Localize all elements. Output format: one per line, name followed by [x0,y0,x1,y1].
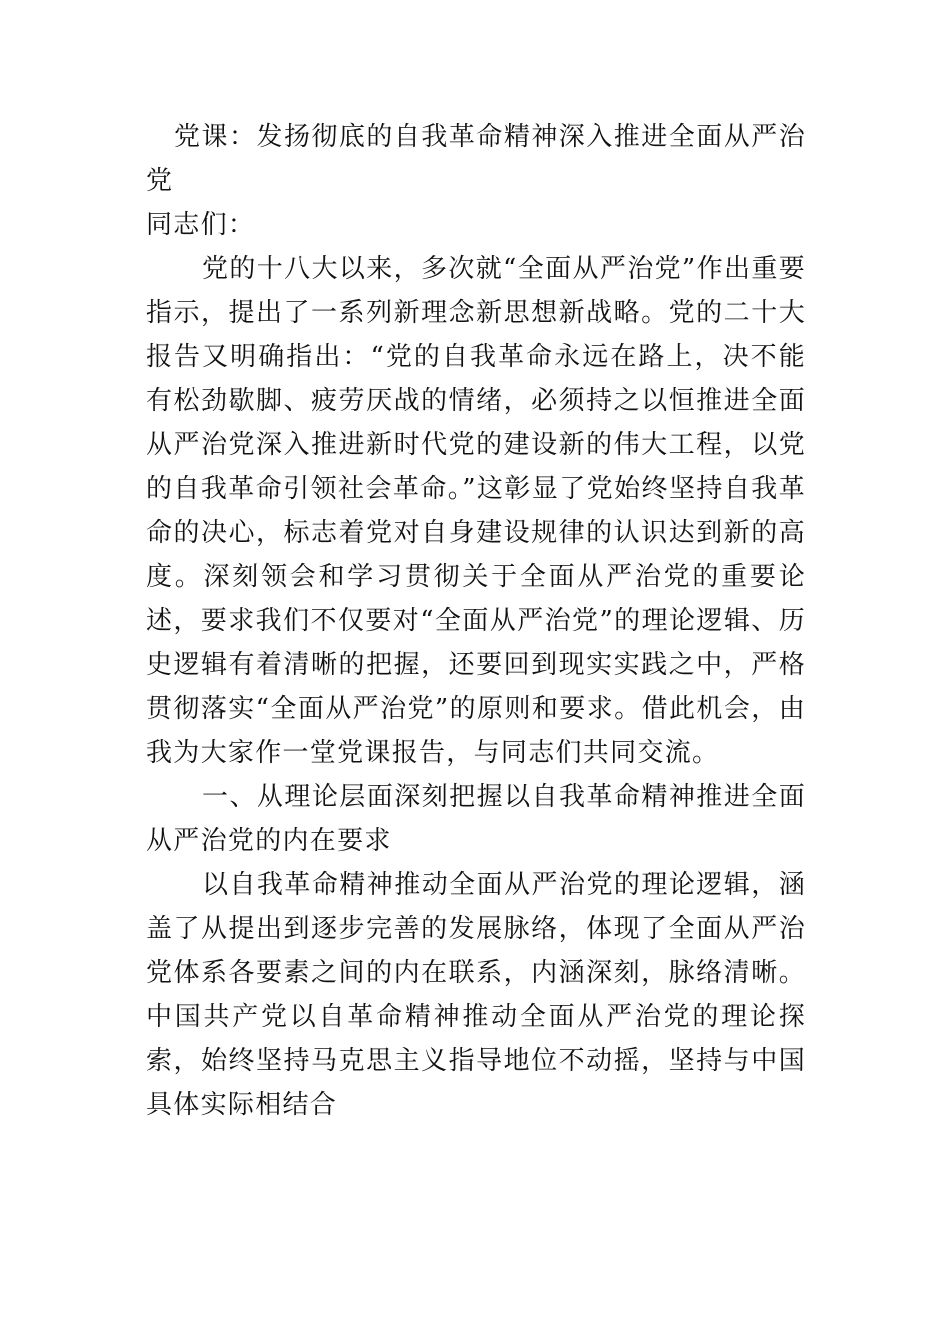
paragraph-theory: 以自我革命精神推动全面从严治党的理论逻辑，涵盖了从提出到逐步完善的发展脉络，体现了全面从严治党体系各要素之间的内在联系，内涵深刻，脉络清晰。中国共产党以自革命精神推动全面从严治党的理论探索，始终坚持马克思主义指导地位不动摇，坚持与中国具体实际相结合 [146,870,806,1120]
document-body [146,115,806,1127]
document-title: 党课：发扬彻底的自我革命精神深入推进全面从严治党 [146,122,806,196]
section-heading-1: 一、从理论层面深刻把握以自我革命精神推进全面从严治党的内在要求 [146,782,806,856]
salutation: 同志们： [146,210,256,240]
paragraph-intro: 党的十八大以来，多次就“全面从严治党”作出重要指示，提出了一系列新理念新思想新战略。党的二十大报告又明确指出：“党的自我革命永远在路上，决不能有松劲歇脚、疲劳厌战的情绪，必须持之以恒推进全面从严治党深入推进新时代党的建设新的伟大工程，以党的自我革命引领社会革命。”这彰显了党始终坚持自我革命的决心，标志着党对自身建设规律的认识达到新的高度。深刻领会和学习贯彻关于全面从严治党的重要论述，要求我们不仅要对“全面从严治党”的理论逻辑、历史逻辑有着清晰的把握，还要回到现实实践之中，严格贯彻落实“全面从严治党”的原则和要求。借此机会，由我为大家作一堂党课报告，与同志们共同交流。 [146,254,806,768]
